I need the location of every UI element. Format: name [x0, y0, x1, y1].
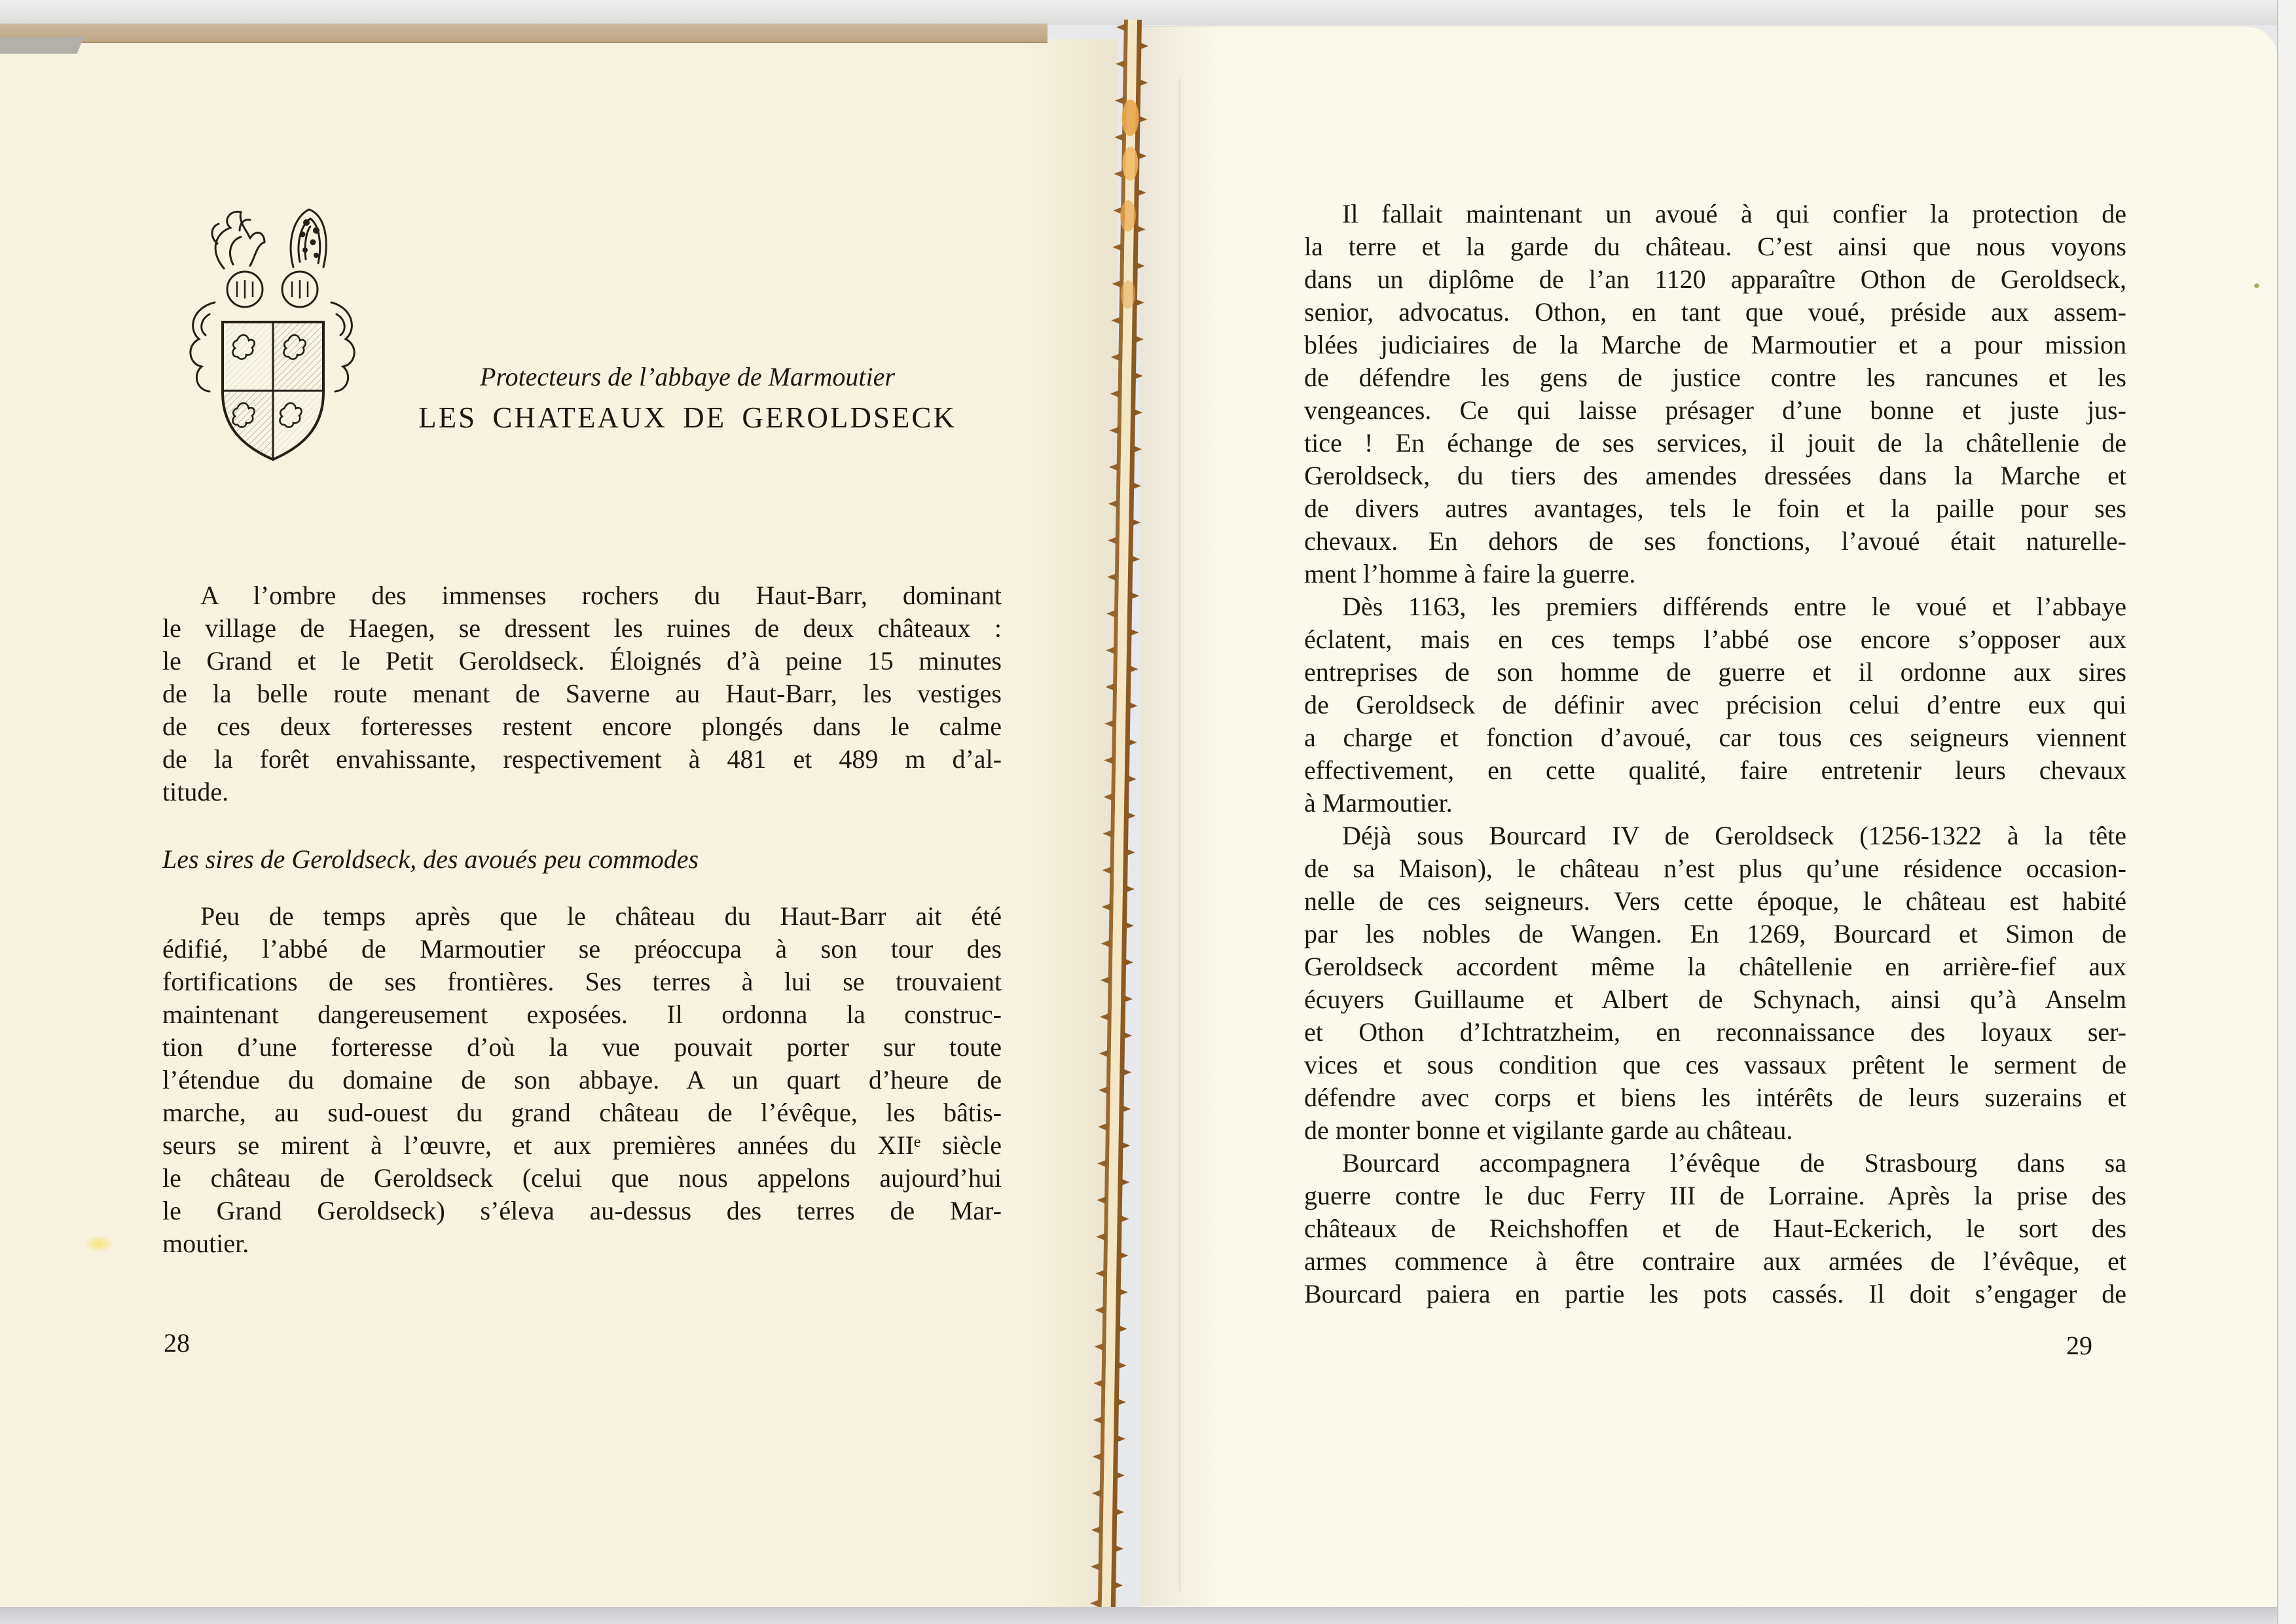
text-line: moutier.: [162, 1229, 249, 1258]
text-line: armes commence à être contraire aux armées de l’évêque, et: [1304, 1246, 2126, 1276]
body-paragraph: [162, 579, 1002, 808]
page-crease-line: [1179, 79, 1180, 1591]
text-line: Geroldseck accordent même la châtellenie en arrière-fief aux: [1304, 952, 2126, 981]
chapter-subtitle: Protecteurs de l’abbaye de Marmoutier: [480, 362, 895, 391]
text-line: Dès 1163, les premiers différends entre le voué et l’abbaye: [1342, 592, 2126, 621]
text-line: fortifications de ses frontières. Ses terres à lui se trouvaient: [162, 967, 1002, 996]
text-line: écuyers Guillaume et Albert de Schynach, ainsi qu’à Anselm: [1304, 984, 2126, 1014]
page-number-right: 29: [2066, 1331, 2092, 1360]
text-line: a charge et fonction d’avoué, car tous ces seigneurs viennent: [1304, 723, 2126, 752]
text-line: de monter bonne et vigilante garde au château.: [1304, 1115, 1793, 1145]
text-line: entreprises de son homme de guerre et il ordonne aux sires: [1304, 657, 2126, 687]
text-line: marche, au sud-ouest du grand château de l’évêque, les bâtis-: [162, 1098, 1002, 1127]
text-line: l’étendue du domaine de son abbaye. A un quart d’heure de: [162, 1065, 1002, 1094]
right-page-text-column: [1304, 198, 2126, 1310]
text-line: de sa Maison), le château n’est plus qu’une résidence occasion-: [1304, 854, 2126, 883]
crest-flames: [212, 211, 264, 268]
paper-stain: [84, 1235, 114, 1253]
text-line: effectivement, en cette qualité, faire entretenir leurs chevaux: [1304, 755, 2126, 785]
text-line: de Geroldseck de définir avec précision celui d’entre eux qui: [1304, 690, 2126, 719]
body-paragraph: [1304, 820, 2126, 1147]
text-line: le château de Geroldseck (celui que nous appelons aujourd’hui: [162, 1163, 1002, 1193]
text-line: de divers autres avantages, tels le foin et la paille pour ses: [1304, 494, 2126, 523]
page-top-deckle-edge: [0, 24, 1048, 43]
text-line: le Grand Geroldseck) s’éleva au-dessus des terres de Mar-: [162, 1196, 1002, 1225]
text-line: Geroldseck, du tiers des amendes dressées dans la Marche et: [1304, 461, 2126, 490]
shield-field: [223, 322, 323, 460]
text-line: tice ! En échange de ses services, il jouit de la châtellenie de: [1304, 428, 2126, 458]
chapter-title: LES CHATEAUX DE GEROLDSECK: [418, 401, 957, 434]
text-line: dans un diplôme de l’an 1120 apparaître Othon de Geroldseck,: [1304, 264, 2126, 294]
text-line: de défendre les gens de justice contre les rancunes et les: [1304, 363, 2126, 392]
text-line: le village de Haegen, se dressent les ruines de deux châteaux :: [162, 613, 1002, 643]
text-line: chevaux. En dehors de ses fonctions, l’avoué était naturelle-: [1304, 526, 2126, 556]
section-heading: Les sires de Geroldseck, des avoués peu commodes: [162, 844, 699, 874]
text-line: édifié, l’abbé de Marmoutier se préoccupa à son tour des: [162, 934, 1002, 964]
page-number-left: 28: [164, 1328, 190, 1358]
scanner-right-edge: [2277, 0, 2296, 1624]
text-line: maintenant dangereusement exposées. Il ordonna la construc-: [162, 1000, 1002, 1029]
text-line: senior, advocatus. Othon, en tant que voué, préside aux assem-: [1304, 297, 2126, 327]
text-line: A l’ombre des immenses rochers du Haut-Barr, dominant: [200, 581, 1002, 610]
scanner-bottom-edge: [0, 1607, 2296, 1624]
scanner-corner-notch: [0, 37, 84, 54]
body-paragraph: [1304, 590, 2126, 820]
coat-of-arms-icon: [172, 204, 368, 466]
text-line: tion d’une forteresse d’où la vue pouvait porter sur toute: [162, 1032, 1002, 1062]
body-paragraph: [162, 900, 1002, 1260]
text-line: Bourcard paiera en partie les pots cassés. Il doit s’engager de: [1304, 1279, 2126, 1308]
text-line: ment l’homme à faire la guerre.: [1304, 559, 1636, 588]
text-line: la terre et la garde du château. C’est ainsi que nous voyons: [1304, 232, 2126, 261]
text-line: Peu de temps après que le château du Haut-Barr ait été: [200, 901, 1002, 931]
text-line: guerre contre le duc Ferry III de Lorraine. Après la prise des: [1304, 1181, 2126, 1210]
text-line: blées judiciaires de la Marche de Marmoutier et a pour mission: [1304, 330, 2126, 359]
text-line: le Grand et le Petit Geroldseck. Éloignés d’à peine 15 minutes: [162, 646, 1002, 676]
text-line: de la forêt envahissante, respectivement à 481 et 489 m d’al-: [162, 744, 1002, 774]
text-line: titude.: [162, 777, 229, 806]
text-line: Bourcard accompagnera l’évêque de Strasbourg dans sa: [1342, 1148, 2126, 1178]
text-line: éclatent, mais en ces temps l’abbé ose encore s’opposer aux: [1304, 624, 2126, 654]
text-line: et Othon d’Ichtratzheim, en reconnaissance des loyaux ser-: [1304, 1017, 2126, 1047]
text-line: de ces deux forteresses restent encore plongés dans le calme: [162, 712, 1002, 741]
left-page-text-column: [162, 579, 1002, 1260]
text-line: à Marmoutier.: [1304, 788, 1453, 818]
text-line: par les nobles de Wangen. En 1269, Bourcard et Simon de: [1304, 919, 2126, 948]
text-line: Il fallait maintenant un avoué à qui confier la protection de: [1342, 199, 2126, 228]
text-line: défendre avec corps et biens les intérêts de leurs suzerains et: [1304, 1083, 2126, 1112]
text-line: seurs se mirent à l’œuvre, et aux premières années du XIIᵉ siècle: [162, 1130, 1002, 1160]
helmets: [227, 272, 318, 307]
text-line: vices et sous condition que ces vassaux prêtent le serment de: [1304, 1050, 2126, 1079]
text-line: de la belle route menant de Saverne au Haut-Barr, les vestiges: [162, 679, 1002, 708]
text-line: vengeances. Ce qui laisse présager d’une bonne et juste jus-: [1304, 395, 2126, 425]
body-paragraph: [1304, 1147, 2126, 1310]
paper-speck: [2254, 283, 2259, 288]
crest-plume: [291, 209, 326, 267]
text-line: Déjà sous Bourcard IV de Geroldseck (1256-1322 à la tête: [1342, 821, 2126, 850]
body-paragraph: [1304, 198, 2126, 590]
text-line: nelle de ces seigneurs. Vers cette époque, le château est habité: [1304, 886, 2126, 916]
chapter-title-block: [393, 361, 982, 435]
text-line: châteaux de Reichshoffen et de Haut-Eckerich, le sort des: [1304, 1214, 2126, 1243]
